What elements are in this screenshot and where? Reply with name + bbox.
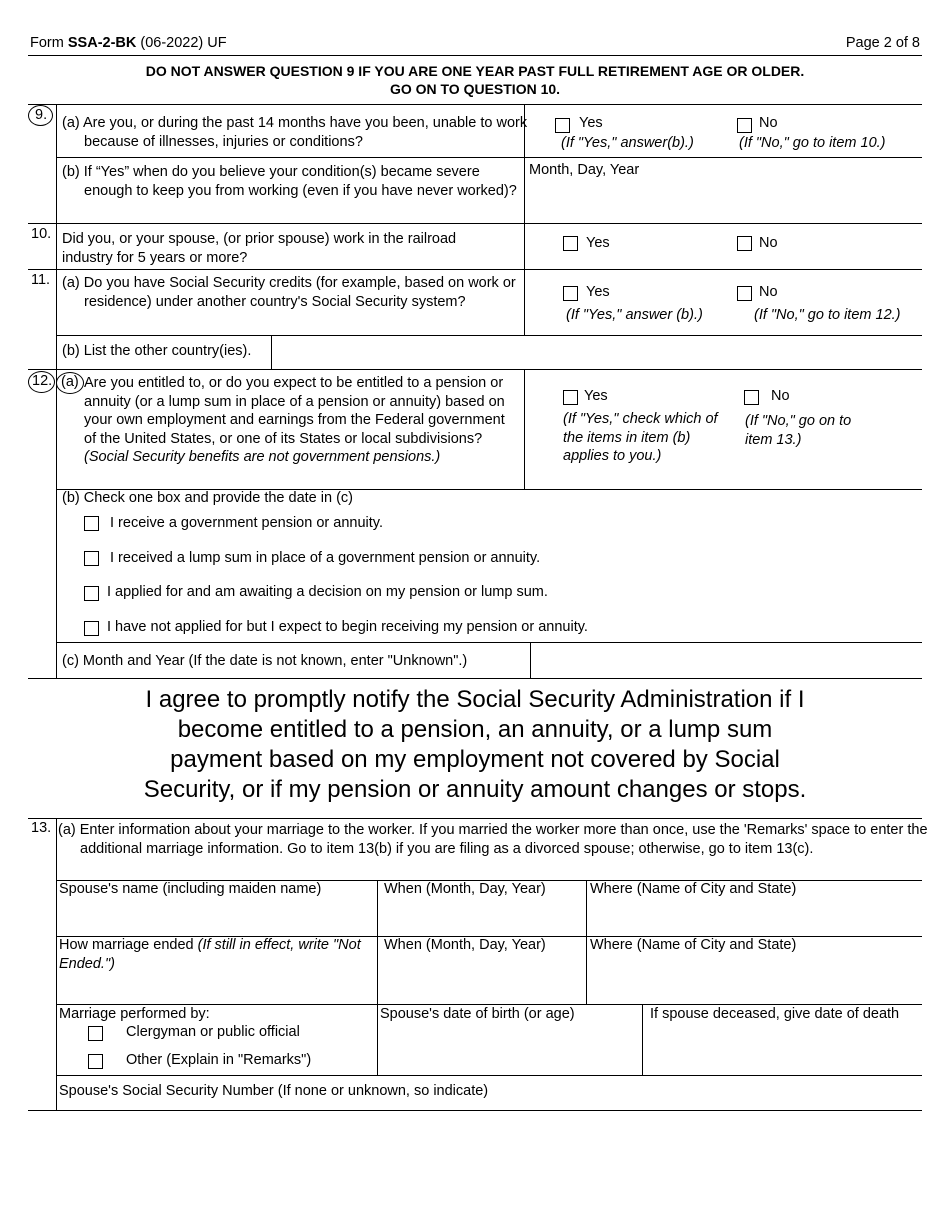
performed-clergy-label: Clergyman or public official [126, 1024, 300, 1040]
q9-yes-label: Yes [579, 115, 603, 131]
how-marriage-ended-field[interactable]: How marriage ended (If still in effect, write "Not Ended.") [59, 937, 361, 972]
q12-a-question: Are you entitled to, or do you expect to be entitled to a pension or annuity (or a lump sum in place of a pension or annuity) based on your own employment and earnings from the Federal government of the United States, or one of its States or local subdivisions? (Social Security benefits are not government pensions.) [84, 375, 505, 465]
spouse-dob-field[interactable]: Spouse's date of birth (or age) [380, 1006, 575, 1022]
q11-a-question: (a) Do you have Social Security credits (for example, based on work or residence) under another country's Social Security system? [62, 275, 516, 310]
q12-b-label: (b) Check one box and provide the date in (c) [62, 490, 353, 506]
performed-other-checkbox[interactable] [88, 1054, 103, 1069]
page-number: Page 2 of 8 [845, 35, 920, 51]
q12-option-1-label: I receive a government pension or annuity. [110, 515, 383, 531]
performed-other-label: Other (Explain in "Remarks") [126, 1052, 312, 1068]
q12-no-note: (If "No," go on to item 13.) [745, 413, 852, 448]
q10-number: 10. [31, 226, 52, 242]
spouse-name-field[interactable]: Spouse's name (including maiden name) [59, 881, 322, 897]
q11-b-countries-input[interactable] [272, 336, 922, 369]
q9-no-checkbox[interactable] [737, 118, 752, 133]
agreement-statement: I agree to promptly notify the Social Security Administration if I become entitled to a pension, an annuity, or a lump sum payment based on my employment not covered by Social Security, or if my pension or annuity amount changes or stops. [143, 686, 807, 803]
q10-no-label: No [759, 235, 778, 251]
q9-a-question: (a) Are you, or during the past 14 months have you been, unable to work because of illnesses, injuries or conditions? [62, 115, 528, 150]
q9-b-date-field[interactable]: Month, Day, Year [529, 162, 640, 178]
q9-yes-note: (If "Yes," answer(b).) [561, 135, 694, 151]
performed-clergy-checkbox[interactable] [88, 1026, 103, 1041]
q12-option-3-checkbox[interactable] [84, 586, 99, 601]
q11-no-label: No [759, 284, 778, 300]
q11-no-checkbox[interactable] [737, 286, 752, 301]
q13-number: 13. [31, 820, 52, 836]
q9-b-question: (b) If “Yes” when do you believe your condition(s) became severe enough to keep you from working (even if you have never worked)? [62, 164, 517, 199]
q10-no-checkbox[interactable] [737, 236, 752, 251]
q12-yes-note: (If "Yes," check which of the items in item (b) applies to you.) [563, 411, 718, 464]
marriage-when-field[interactable]: When (Month, Day, Year) [384, 881, 546, 897]
q12-yes-label: Yes [584, 388, 608, 404]
q12-option-4-label: I have not applied for but I expect to begin receiving my pension or annuity. [107, 619, 588, 635]
q11-yes-note: (If "Yes," answer (b).) [566, 307, 703, 323]
q12-yes-checkbox[interactable] [563, 390, 578, 405]
q11-b-label: (b) List the other country(ies). [62, 343, 252, 359]
q12-a-label: (a) [61, 374, 79, 390]
q9-no-label: No [759, 115, 778, 131]
q12-no-label: No [771, 388, 790, 404]
q12-option-3-label: I applied for and am awaiting a decision on my pension or lump sum. [107, 584, 548, 600]
q12-option-1-checkbox[interactable] [84, 516, 99, 531]
spouse-ssn-field[interactable]: Spouse's Social Security Number (If none or unknown, so indicate) [59, 1083, 489, 1099]
q12-option-2-checkbox[interactable] [84, 551, 99, 566]
q11-yes-label: Yes [586, 284, 610, 300]
q11-number: 11. [31, 272, 51, 288]
q11-no-note: (If "No," go to item 12.) [754, 307, 901, 323]
q12-c-label: (c) Month and Year (If the date is not known, enter "Unknown".) [62, 653, 468, 669]
marriage-performed-by-label: Marriage performed by: [59, 1006, 210, 1022]
q12-option-4-checkbox[interactable] [84, 621, 99, 636]
q12-no-checkbox[interactable] [744, 390, 759, 405]
q12-option-2-label: I received a lump sum in place of a government pension or annuity. [110, 550, 541, 566]
marriage-ended-when-field[interactable]: When (Month, Day, Year) [384, 937, 546, 953]
instruction: DO NOT ANSWER QUESTION 9 IF YOU ARE ONE YEAR PAST FULL RETIREMENT AGE OR OLDER. GO ON TO QUESTION 10. [145, 63, 805, 97]
q12-c-date-input[interactable] [531, 643, 922, 677]
q10-yes-checkbox[interactable] [563, 236, 578, 251]
q10-question: Did you, or your spouse, (or prior spouse) work in the railroad industry for 5 years or more? [62, 231, 457, 266]
q11-yes-checkbox[interactable] [563, 286, 578, 301]
q13-a-instructions: (a) Enter information about your marriage to the worker. If you married the worker more than once, use the 'Remarks' space to enter the additional marriage information. Go to item 13(b) if you are filing as a divorced spouse; otherwise, go to item 13(c). [58, 822, 928, 857]
q12-number: 12. [32, 373, 53, 389]
q9-number: 9. [35, 107, 48, 123]
marriage-ended-where-field[interactable]: Where (Name of City and State) [590, 937, 797, 953]
spouse-death-date-field[interactable]: If spouse deceased, give date of death [650, 1006, 900, 1022]
marriage-where-field[interactable]: Where (Name of City and State) [590, 881, 797, 897]
q9-yes-checkbox[interactable] [555, 118, 570, 133]
q9-no-note: (If "No," go to item 10.) [739, 135, 886, 151]
q10-yes-label: Yes [586, 235, 610, 251]
form-id: Form SSA-2-BK (06-2022) UF [30, 35, 227, 51]
